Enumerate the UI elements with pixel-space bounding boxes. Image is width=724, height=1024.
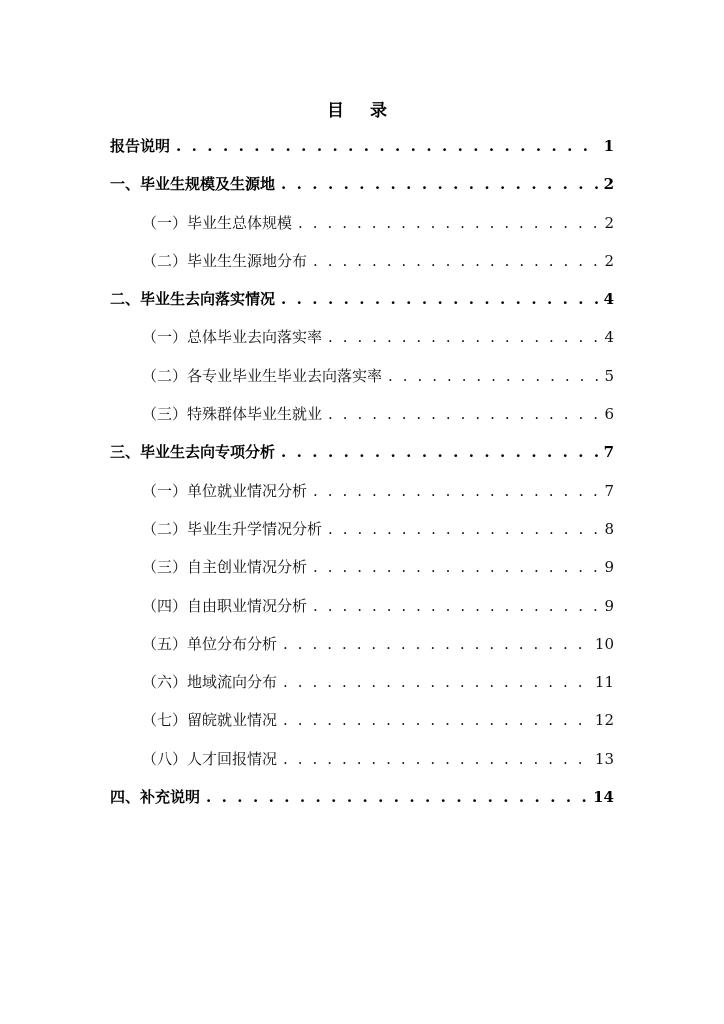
toc-entry-label: （六）地域流向分布 <box>142 673 278 692</box>
toc-dot-leader <box>388 357 598 395</box>
toc-chapter-entry[interactable] <box>110 165 614 203</box>
toc-chapter-entry[interactable] <box>110 280 614 318</box>
toc-chapter-entry[interactable] <box>110 127 614 165</box>
toc-dot-leader <box>281 280 598 318</box>
toc-dot-leader <box>313 587 598 625</box>
toc-dot-leader <box>313 548 598 586</box>
toc-page-number: 7 <box>604 481 614 500</box>
toc-section-entry[interactable] <box>110 587 614 625</box>
toc-section-entry[interactable] <box>110 663 614 701</box>
toc-dot-leader <box>281 165 598 203</box>
toc-dot-leader <box>328 395 598 433</box>
toc-page-number: 4 <box>604 328 614 347</box>
toc-section-entry[interactable] <box>110 701 614 739</box>
toc-section-entry[interactable] <box>110 548 614 586</box>
toc-entry-label: 二、毕业生去向落实情况 <box>110 290 276 309</box>
toc-section-entry[interactable] <box>110 740 614 778</box>
toc-entry-label: （八）人才回报情况 <box>142 749 278 768</box>
toc-dot-leader <box>298 204 598 242</box>
toc-section-entry[interactable] <box>110 318 614 356</box>
toc-page-number: 12 <box>594 711 614 730</box>
toc-entry-label: （三）特殊群体毕业生就业 <box>142 405 323 424</box>
toc-entry-label: （七）留皖就业情况 <box>142 711 278 730</box>
toc-dot-leader <box>283 663 589 701</box>
toc-title: 目 录 <box>327 101 397 121</box>
toc-dot-leader <box>313 242 598 280</box>
toc-section-entry[interactable] <box>110 625 614 663</box>
toc-section-entry[interactable] <box>110 204 614 242</box>
toc-entry-label: （四）自由职业情况分析 <box>142 596 308 615</box>
toc-page-number: 2 <box>603 175 614 194</box>
toc-entry-label: 一、毕业生规模及生源地 <box>110 175 276 194</box>
toc-entry-label: （一）毕业生总体规模 <box>142 213 293 232</box>
toc-dot-leader <box>328 318 598 356</box>
toc-page-number: 7 <box>603 443 614 462</box>
toc-entry-label: 三、毕业生去向专项分析 <box>110 443 276 462</box>
toc-page-number: 1 <box>603 137 614 155</box>
toc-dot-leader <box>283 740 589 778</box>
toc-page-number: 8 <box>604 519 614 538</box>
toc-dot-leader <box>283 701 589 739</box>
toc-page-number: 11 <box>594 673 614 692</box>
toc-entry-label: （一）单位就业情况分析 <box>142 481 308 500</box>
toc-entry-label: （二）各专业毕业生毕业去向落实率 <box>142 366 383 385</box>
toc-page-number: 6 <box>604 405 614 424</box>
toc-entry-label: （一）总体毕业去向落实率 <box>142 328 323 347</box>
toc-chapter-entry[interactable] <box>110 778 614 816</box>
toc-page-number: 9 <box>604 596 614 615</box>
toc-page-number: 13 <box>594 749 614 768</box>
toc-dot-leader <box>206 778 587 816</box>
toc-section-entry[interactable] <box>110 395 614 433</box>
toc-entry-label: （二）毕业生升学情况分析 <box>142 519 323 538</box>
toc-entry-label: 四、补充说明 <box>110 788 201 807</box>
toc-page-number: 2 <box>604 213 614 232</box>
toc-entry-label: （二）毕业生生源地分布 <box>142 251 308 270</box>
toc-entry-label: （三）自主创业情况分析 <box>142 558 308 577</box>
toc-dot-leader <box>281 433 598 471</box>
toc-section-entry[interactable] <box>110 472 614 510</box>
toc-page-number: 4 <box>603 290 614 309</box>
toc-dot-leader <box>283 625 589 663</box>
toc-page-number: 9 <box>604 558 614 577</box>
toc-section-entry[interactable] <box>110 357 614 395</box>
toc-section-entry[interactable] <box>110 510 614 548</box>
table-of-contents <box>110 127 614 816</box>
toc-page-number: 10 <box>594 634 614 653</box>
toc-dot-leader <box>313 472 598 510</box>
toc-page-number: 14 <box>593 788 614 807</box>
toc-entry-label: 报告说明 <box>110 137 171 155</box>
toc-page-number: 2 <box>604 251 614 270</box>
toc-chapter-entry[interactable] <box>110 433 614 471</box>
toc-section-entry[interactable] <box>110 242 614 280</box>
toc-page-number: 5 <box>604 366 614 385</box>
toc-dot-leader <box>328 510 598 548</box>
toc-dot-leader <box>176 127 598 165</box>
toc-entry-label: （五）单位分布分析 <box>142 634 278 653</box>
